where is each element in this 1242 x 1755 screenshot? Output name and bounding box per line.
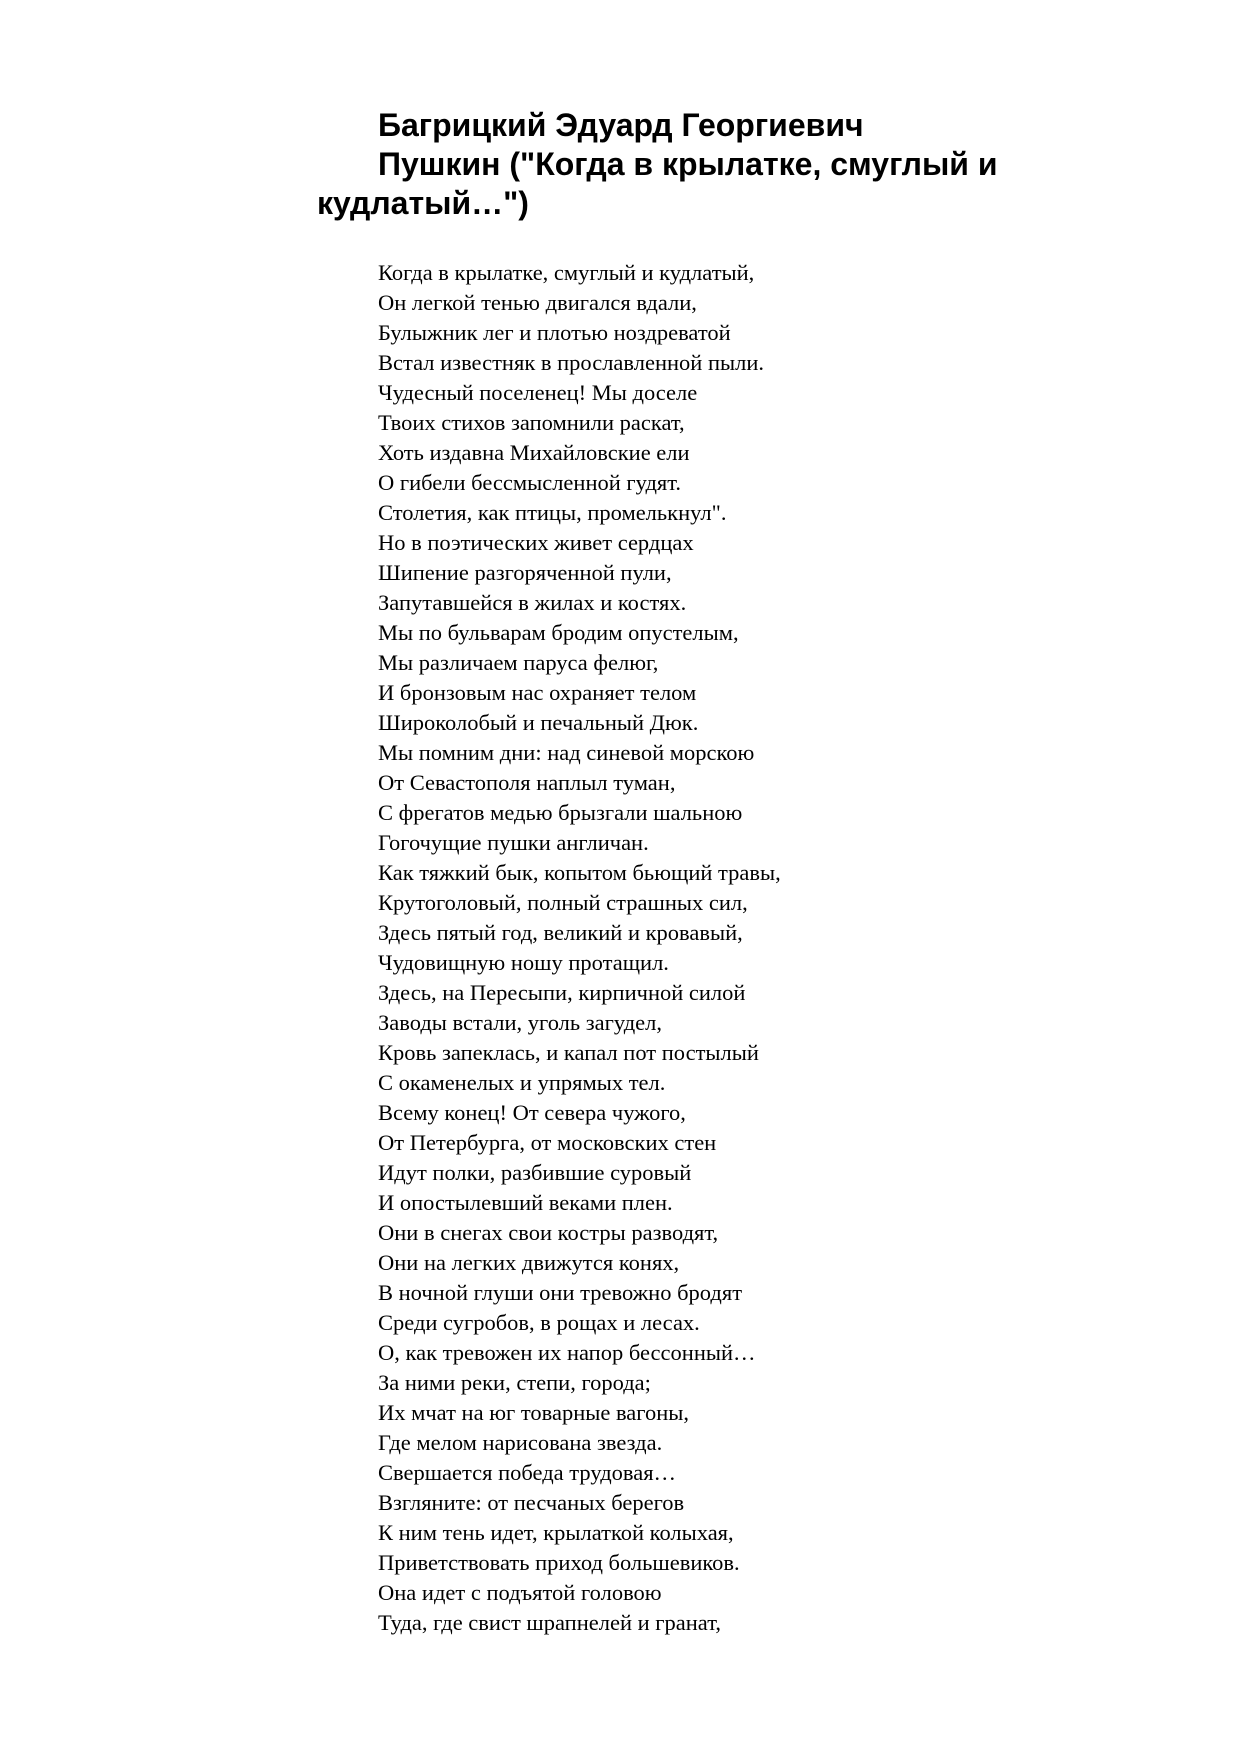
poem-line: И бронзовым нас охраняет телом (378, 680, 697, 705)
poem-line: Их мчат на юг товарные вагоны, (378, 1400, 689, 1425)
poem-line: От Севастополя наплыл туман, (378, 770, 676, 795)
poem-line: И опостылевший веками плен. (378, 1190, 673, 1215)
author-name: Багрицкий Эдуард Георгиевич (378, 107, 864, 143)
poem-line: Мы помним дни: над синевой морскою (378, 740, 755, 765)
poem-line: О гибели бессмысленной гудят. (378, 470, 682, 495)
poem-line: Мы различаем паруса фелюг, (378, 650, 659, 675)
poem-line: Где мелом нарисована звезда. (378, 1430, 663, 1455)
poem-line: Хоть издавна Михайловские ели (378, 440, 690, 465)
poem-line: Как тяжкий бык, копытом бьющий травы, (378, 860, 781, 885)
poem-line: Они в снегах свои костры разводят, (378, 1220, 719, 1245)
poem-line: Среди сугробов, в рощах и лесах. (378, 1310, 700, 1335)
poem-line: Свершается победа трудовая… (378, 1460, 677, 1485)
poem-line: Идут полки, разбившие суровый (378, 1160, 692, 1185)
poem-line: Крутоголовый, полный страшных сил, (378, 890, 748, 915)
poem-line: Здесь пятый год, великий и кровавый, (378, 920, 743, 945)
poem-line: Чудовищную ношу протащил. (378, 950, 669, 975)
poem-line: В ночной глуши они тревожно бродят (378, 1280, 743, 1305)
poem-line: За ними реки, степи, города; (378, 1370, 651, 1395)
poem-line: Но в поэтических живет сердцах (378, 530, 694, 555)
poem-line: О, как тревожен их напор бессонный… (378, 1340, 756, 1365)
poem-line: Кровь запеклась, и капал пот постылый (378, 1040, 759, 1065)
poem-line: Широколобый и печальный Дюк. (378, 710, 699, 735)
poem-line: Гогочущие пушки англичан. (378, 830, 649, 855)
poem-line: Здесь, на Пересыпи, кирпичной силой (378, 980, 746, 1005)
poem-line: Всему конец! От севера чужого, (378, 1100, 686, 1125)
poem-title-line-2: кудлатый…") (317, 185, 529, 221)
poem-line: Запутавшейся в жилах и костях. (378, 590, 687, 615)
poem-line: Шипение разгоряченной пули, (378, 560, 672, 585)
poem-line: Твоих стихов запомнили раскат, (378, 410, 685, 435)
poem-line: Приветствовать приход большевиков. (378, 1550, 740, 1575)
poem-line: С окаменелых и упрямых тел. (378, 1070, 666, 1095)
poem-line: Булыжник лег и плотью ноздреватой (378, 320, 731, 345)
poem-line: От Петербурга, от московских стен (378, 1130, 717, 1155)
poem-line: Мы по бульварам бродим опустелым, (378, 620, 739, 645)
poem-line: Столетия, как птицы, промелькнул". (378, 500, 727, 525)
poem-line: Они на легких движутся конях, (378, 1250, 680, 1275)
poem-line: Он легкой тенью двигался вдали, (378, 290, 697, 315)
poem-line: Она идет с подъятой головою (378, 1580, 662, 1605)
poem-title-line-1: Пушкин ("Когда в крылатке, смуглый и (378, 146, 998, 182)
poem-line: С фрегатов медью брызгали шальною (378, 800, 743, 825)
poem-line: Чудесный поселенец! Мы доселе (378, 380, 698, 405)
poem-text (378, 258, 1078, 1638)
poem-line: Туда, где свист шрапнелей и гранат, (378, 1610, 721, 1635)
poem-line: Заводы встали, уголь загудел, (378, 1010, 663, 1035)
document-heading (317, 106, 1077, 223)
poem-line: К ним тень идет, крылаткой колыхая, (378, 1520, 734, 1545)
poem-line: Когда в крылатке, смуглый и кудлатый, (378, 260, 755, 285)
poem-line: Взгляните: от песчаных берегов (378, 1490, 685, 1515)
poem-line: Встал известняк в прославленной пыли. (378, 350, 765, 375)
